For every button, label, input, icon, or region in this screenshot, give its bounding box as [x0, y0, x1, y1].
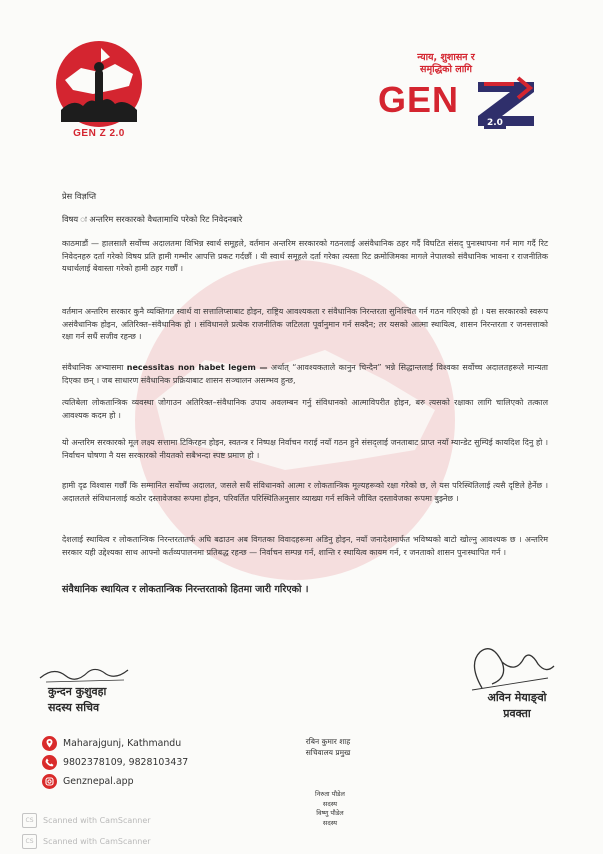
instagram-icon	[42, 774, 57, 789]
closing-statement: संवैधानिक स्थायित्व र लोकतान्त्रिक निरन्तरताको हितमा जारी गरिएको ।	[62, 584, 309, 595]
center-signatory-title: सचिवालय प्रमुख	[305, 748, 351, 757]
left-signatory-name: कुन्दन कुशुवहा	[48, 685, 107, 698]
camscanner-icon: CS	[22, 834, 37, 849]
body-paragraph-2: वर्तमान अन्तरिम सरकार कुनै व्यक्तिगत स्वार्थ वा सत्तालिप्साबाट होइन, राष्ट्रिय आवश्यकता र संवैधानिक निरन्तरता सुनिश्चित गर्न गठन गरिएको हो । यस सरकारको स्वरूप असंवैधानिक होइन, अतिरिक्त–संवैधानिक हो । संविधानले प्रत्येक राजनीतिक जटिलता पूर्वानुमान गर्न सक्दैन; तर यसको आत्मा स्थायित्व, शासन निरन्तरता र जनसत्ताको रक्षा गर्न सधैं सजीव रहन्छ ।	[62, 307, 548, 342]
contact-app-row	[42, 774, 134, 789]
body-paragraph-3	[62, 362, 548, 387]
brand-tagline	[382, 52, 510, 76]
contact-phone-row	[42, 755, 188, 770]
right-signature	[462, 644, 558, 692]
camscanner-text-2: Scanned with CamScanner	[43, 837, 151, 846]
member-signatories	[290, 790, 370, 828]
member1-name: निरुता पौडेल	[315, 790, 345, 798]
left-signatory-title: सदस्य सचिव	[48, 701, 100, 714]
para3-prefix: संवैधानिक अभ्यासमा	[62, 363, 127, 372]
body-paragraph-7: देशलाई स्थायित्व र लोकतान्त्रिक निरन्तरतातर्फ अघि बढाउन अब विगतका विवादहरूमा अडिनु होइन, नयाँ जनादेशमार्फत भविष्यको बाटो खोल्नु आवश्यक छ । अन्तरिम सरकार यही उद्देश्यका साथ आफ्नो कर्तव्यपालनमा प्रतिबद्ध रहन्छ — निर्वाचन सम्पन्न गर्न, शान्ति र स्थायित्व कायम गर्न, र जनताको शासन पुनःस्थापित गर्न ।	[62, 535, 548, 557]
center-signatory-name: रबिन कुमार शाह	[305, 737, 351, 746]
left-signatory	[48, 684, 106, 716]
tagline-line-2: समृद्धिको लागि	[420, 64, 472, 75]
brand-version: 2.0	[484, 118, 506, 129]
left-signature	[36, 664, 132, 686]
member2-name: विष्णु पौडेल	[316, 809, 344, 817]
para3-rest: अर्थात् “आवश्यकताले कानुन चिन्दैन” भन्ने सिद्धान्तलाई विश्वका सर्वोच्च अदालतहरूले मान्यता दिएका छन् । जब साधारण संवैधानिक प्रक्रियाबाट शासन सञ्चालन असम्भव हुन्छ,	[62, 363, 548, 385]
left-logo-caption: GEN Z 2.0	[73, 128, 125, 139]
body-paragraph-4: त्यतिबेला लोकतान्त्रिक व्यवस्था जोगाउन अतिरिक्त–संवैधानिक उपाय अवलम्बन गर्नु संविधानको आत्माविपरीत होइन, बरु त्यसको रक्षाका लागि चालिएको तत्काल आवश्यक कदम हो ।	[62, 398, 548, 420]
member1-title: सदस्य	[322, 799, 338, 808]
camscanner-text-1: Scanned with CamScanner	[43, 816, 151, 825]
right-signatory-name: अविन मेयाङ्वो	[487, 691, 547, 704]
contact-address: Maharajgunj, Kathmandu	[63, 738, 182, 749]
camscanner-watermark-2	[22, 834, 151, 849]
right-signatory-title: प्रवक्ता	[503, 707, 531, 720]
subject-line: विषय ः अन्तरिम सरकारको वैधतामाथि परेको रिट निवेदनबारे	[62, 214, 243, 224]
latin-maxim: necessitas non habet legem —	[126, 363, 268, 372]
center-signatory	[280, 736, 376, 758]
body-paragraph-6: हामी दृढ विश्वास गर्छौं कि सम्मानित सर्वोच्च अदालत, जसले सधैं संविधानको आत्मा र लोकतान्त्रिक मूल्यहरूको रक्षा गरेको छ, ले यस परिस्थितिलाई त्यसै दृष्टिले हेर्नेछ । अदालतले संविधानलाई कठोर दस्तावेजका रूपमा होइन, परिवर्तित परिस्थितिअनुसार व्याख्या गर्न सकिने जीवित दस्तावेजका रूपमा बुझ्नेछ ।	[62, 481, 548, 503]
contact-app: Genznepal.app	[63, 776, 134, 787]
phone-icon	[42, 755, 57, 770]
body-paragraph-1: काठमाडौं — हालसालै सर्वोच्च अदालतमा विभिन्न स्वार्थ समूहले, वर्तमान अन्तरिम सरकारको गठनलाई असंवैधानिक ठहर गर्दै विघटित संसद् पुनःस्थापना गर्न माग गर्दै रिट निवेदनहरु दर्ता गरेको विषय प्रति हामी गम्भीर आपत्ति प्रकट गर्दछौं । यी स्वार्थ समूहले दर्ता गरेका त्यस्ता रिट क्रमोजिमका मागले नेपालको संवैधानिक भावना र राजनीतिक यथार्थलाई बेवास्ता गरेको हामी ठहर गर्छौं ।	[62, 239, 548, 274]
brand-wordmark: GEN	[378, 79, 460, 120]
press-release-label: प्रेस विज्ञप्ति	[62, 191, 97, 201]
camscanner-icon: CS	[22, 813, 37, 828]
camscanner-watermark-1	[22, 813, 151, 828]
contact-phone: 9802378109, 9828103437	[63, 757, 189, 768]
member2-title: सदस्य	[322, 818, 338, 827]
body-paragraph-5: यो अन्तरिम सरकारको मूल लक्ष्य सत्तामा टिकिरहन होइन, स्वतन्त्र र निष्पक्ष निर्वाचन गराई नयाँ गठन हुने संसद्लाई जनताबाट प्राप्त नयाँ म्यान्डेट सुम्पिई कायदिश दिनु हो । निर्वाचन घोषणा नै यस सरकारको नीयतको सबैभन्दा स्पष्ट प्रमाण हो ।	[62, 438, 548, 460]
contact-address-row	[42, 736, 181, 751]
location-pin-icon	[42, 736, 57, 751]
tagline-line-1: न्याय, शुशासन र	[417, 52, 475, 63]
right-signatory	[474, 690, 560, 722]
